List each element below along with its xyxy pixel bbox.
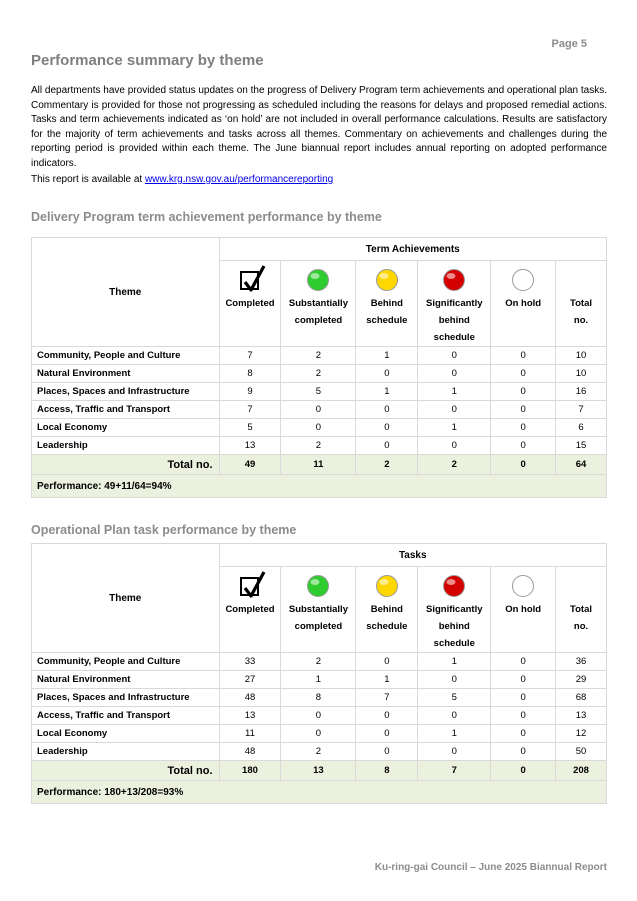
- total-cell: 10: [556, 365, 607, 383]
- total-cell: 12: [556, 725, 607, 743]
- total-behind-cell: 2: [356, 455, 418, 475]
- substantially-label-2: completed: [294, 621, 343, 632]
- significantly-cell: 1: [418, 653, 491, 671]
- behind-header: [356, 261, 418, 347]
- total-label-2: no.: [573, 315, 589, 326]
- theme-cell: Access, Traffic and Transport: [32, 401, 220, 419]
- total-header: [556, 567, 607, 653]
- substantially-header: [281, 261, 356, 347]
- total-cell: 6: [556, 419, 607, 437]
- total-cell: 10: [556, 347, 607, 365]
- completed-header: [219, 567, 281, 653]
- red-light-icon: [442, 268, 466, 292]
- total-total-cell: 64: [556, 455, 607, 475]
- theme-cell: Natural Environment: [32, 671, 220, 689]
- group-header: Tasks: [219, 544, 606, 567]
- theme-cell: Leadership: [32, 743, 220, 761]
- table-row: [32, 419, 607, 437]
- on-hold-cell: 0: [491, 725, 556, 743]
- behind-cell: 7: [356, 689, 418, 707]
- significantly-cell: 0: [418, 707, 491, 725]
- total-behind-cell: 8: [356, 761, 418, 781]
- theme-cell: Community, People and Culture: [32, 653, 220, 671]
- significantly-cell: 0: [418, 347, 491, 365]
- behind-cell: 0: [356, 401, 418, 419]
- behind-label: Behind: [370, 298, 403, 309]
- page-number: Page 5: [551, 38, 587, 50]
- total-cell: 29: [556, 671, 607, 689]
- substantially-label: Substantially: [288, 604, 348, 615]
- on-hold-cell: 0: [491, 419, 556, 437]
- substantially-cell: 0: [281, 401, 356, 419]
- completed-cell: 13: [219, 437, 281, 455]
- theme-cell: Leadership: [32, 437, 220, 455]
- substantially-cell: 8: [281, 689, 356, 707]
- on-hold-cell: 0: [491, 347, 556, 365]
- behind-cell: 0: [356, 365, 418, 383]
- availability-line: [31, 174, 333, 185]
- significantly-cell: 0: [418, 437, 491, 455]
- behind-cell: 0: [356, 419, 418, 437]
- on-hold-cell: 0: [491, 671, 556, 689]
- completed-cell: 48: [219, 743, 281, 761]
- behind-cell: 0: [356, 653, 418, 671]
- significantly-cell: 1: [418, 725, 491, 743]
- significantly-cell: 0: [418, 671, 491, 689]
- total-cell: 15: [556, 437, 607, 455]
- checkbox-tick-icon: [240, 577, 259, 596]
- table-row: [32, 689, 607, 707]
- total-header: [556, 261, 607, 347]
- performance-reporting-link[interactable]: www.krg.nsw.gov.au/performancereporting: [144, 174, 334, 185]
- on-hold-cell: 0: [491, 383, 556, 401]
- performance-row: [32, 475, 607, 498]
- behind-cell: 0: [356, 437, 418, 455]
- total-row: [32, 761, 607, 781]
- substantially-label-2: completed: [294, 315, 343, 326]
- total-row-label: Total no.: [32, 455, 220, 475]
- completed-cell: 8: [219, 365, 281, 383]
- theme-cell: Places, Spaces and Infrastructure: [32, 383, 220, 401]
- theme-cell: Community, People and Culture: [32, 347, 220, 365]
- substantially-cell: 2: [281, 347, 356, 365]
- behind-label-2: schedule: [366, 315, 408, 326]
- theme-cell: Places, Spaces and Infrastructure: [32, 689, 220, 707]
- green-light-icon: [306, 574, 330, 598]
- completed-cell: 9: [219, 383, 281, 401]
- completed-cell: 33: [219, 653, 281, 671]
- completed-cell: 5: [219, 419, 281, 437]
- completed-cell: 27: [219, 671, 281, 689]
- total-label: Total: [570, 604, 593, 615]
- page-title: Performance summary by theme: [31, 52, 264, 69]
- theme-cell: Natural Environment: [32, 365, 220, 383]
- significantly-cell: 1: [418, 383, 491, 401]
- substantially-cell: 0: [281, 707, 356, 725]
- behind-label: Behind: [370, 604, 403, 615]
- performance-text: Performance: 49+11/64=94%: [32, 475, 607, 498]
- on-hold-header: [491, 567, 556, 653]
- on-hold-label: On hold: [505, 604, 542, 615]
- behind-cell: 1: [356, 347, 418, 365]
- theme-header: Theme: [32, 544, 220, 653]
- total-row-label: Total no.: [32, 761, 220, 781]
- checkbox-tick-icon: [240, 271, 259, 290]
- significantly-label-2: behind: [438, 315, 470, 326]
- completed-cell: 11: [219, 725, 281, 743]
- substantially-cell: 2: [281, 437, 356, 455]
- on-hold-label: On hold: [505, 298, 542, 309]
- total-cell: 16: [556, 383, 607, 401]
- green-light-icon: [306, 268, 330, 292]
- total-on-hold-cell: 0: [491, 761, 556, 781]
- total-completed-cell: 49: [219, 455, 281, 475]
- behind-header: [356, 567, 418, 653]
- significantly-header: [418, 261, 491, 347]
- completed-cell: 7: [219, 401, 281, 419]
- table-row: [32, 671, 607, 689]
- completed-cell: 7: [219, 347, 281, 365]
- behind-label-2: schedule: [366, 621, 408, 632]
- significantly-cell: 0: [418, 401, 491, 419]
- red-light-icon: [442, 574, 466, 598]
- theme-header: Theme: [32, 238, 220, 347]
- completed-label: Completed: [225, 604, 275, 615]
- significantly-label-2: behind: [438, 621, 470, 632]
- on-hold-cell: 0: [491, 743, 556, 761]
- yellow-light-icon: [375, 268, 399, 292]
- white-light-icon: [511, 574, 535, 598]
- total-label-2: no.: [573, 621, 589, 632]
- theme-cell: Access, Traffic and Transport: [32, 707, 220, 725]
- significantly-cell: 5: [418, 689, 491, 707]
- total-label: Total: [570, 298, 593, 309]
- substantially-header: [281, 567, 356, 653]
- total-cell: 13: [556, 707, 607, 725]
- yellow-light-icon: [375, 574, 399, 598]
- total-completed-cell: 180: [219, 761, 281, 781]
- theme-cell: Local Economy: [32, 725, 220, 743]
- total-on-hold-cell: 0: [491, 455, 556, 475]
- intro-paragraph: All departments have provided status updates on the progress of Delivery Program term achievements and operational plan tasks. Commentary is provided for those not progressing as scheduled including the reasons for delays and proposed remedial actions. Tasks and term achievements indicated as ‘on hold’ are not included in overall performance calculations. Results are satisfactory for the majority of term achievements and tasks across all themes. Commentary on achievements and challenges during the reporting period is provided within each theme. The June biannual report includes annual reporting on adopted performance indicators.: [31, 85, 607, 169]
- significantly-header: [418, 567, 491, 653]
- on-hold-cell: 0: [491, 689, 556, 707]
- table-row: [32, 725, 607, 743]
- substantially-cell: 2: [281, 743, 356, 761]
- group-header: Term Achievements: [219, 238, 606, 261]
- significantly-cell: 0: [418, 743, 491, 761]
- substantially-cell: 0: [281, 725, 356, 743]
- behind-cell: 0: [356, 725, 418, 743]
- performance-row: [32, 781, 607, 804]
- table-row: [32, 365, 607, 383]
- operational-section-title: Operational Plan task performance by theme: [31, 523, 297, 537]
- behind-cell: 0: [356, 707, 418, 725]
- on-hold-cell: 0: [491, 653, 556, 671]
- significantly-label-3: schedule: [433, 332, 475, 343]
- table-row: [32, 437, 607, 455]
- substantially-cell: 5: [281, 383, 356, 401]
- substantially-label: Substantially: [288, 298, 348, 309]
- delivery-table: [31, 237, 607, 498]
- total-cell: 36: [556, 653, 607, 671]
- significantly-label-3: schedule: [433, 638, 475, 649]
- completed-cell: 13: [219, 707, 281, 725]
- on-hold-cell: 0: [491, 707, 556, 725]
- table-row: [32, 707, 607, 725]
- on-hold-cell: 0: [491, 437, 556, 455]
- operational-table: [31, 543, 607, 804]
- table-row: [32, 401, 607, 419]
- behind-cell: 0: [356, 743, 418, 761]
- substantially-cell: 2: [281, 365, 356, 383]
- total-substantially-cell: 11: [281, 455, 356, 475]
- total-substantially-cell: 13: [281, 761, 356, 781]
- significantly-cell: 0: [418, 365, 491, 383]
- footer-text: Ku-ring-gai Council – June 2025 Biannual Report: [374, 862, 607, 873]
- total-significantly-cell: 2: [418, 455, 491, 475]
- on-hold-cell: 0: [491, 365, 556, 383]
- on-hold-header: [491, 261, 556, 347]
- behind-cell: 1: [356, 383, 418, 401]
- behind-cell: 1: [356, 671, 418, 689]
- substantially-cell: 0: [281, 419, 356, 437]
- completed-label: Completed: [225, 298, 275, 309]
- table-row: [32, 347, 607, 365]
- total-cell: 68: [556, 689, 607, 707]
- significantly-label: Significantly: [426, 298, 483, 309]
- total-cell: 7: [556, 401, 607, 419]
- completed-header: [219, 261, 281, 347]
- delivery-section-title: Delivery Program term achievement performance by theme: [31, 210, 382, 224]
- white-light-icon: [511, 268, 535, 292]
- total-cell: 50: [556, 743, 607, 761]
- theme-cell: Local Economy: [32, 419, 220, 437]
- total-significantly-cell: 7: [418, 761, 491, 781]
- substantially-cell: 1: [281, 671, 356, 689]
- significantly-cell: 1: [418, 419, 491, 437]
- table-row: [32, 653, 607, 671]
- substantially-cell: 2: [281, 653, 356, 671]
- on-hold-cell: 0: [491, 401, 556, 419]
- total-total-cell: 208: [556, 761, 607, 781]
- performance-text: Performance: 180+13/208=93%: [32, 781, 607, 804]
- availability-prefix: This report is available at: [31, 174, 145, 185]
- total-row: [32, 455, 607, 475]
- table-row: [32, 743, 607, 761]
- significantly-label: Significantly: [426, 604, 483, 615]
- completed-cell: 48: [219, 689, 281, 707]
- table-row: [32, 383, 607, 401]
